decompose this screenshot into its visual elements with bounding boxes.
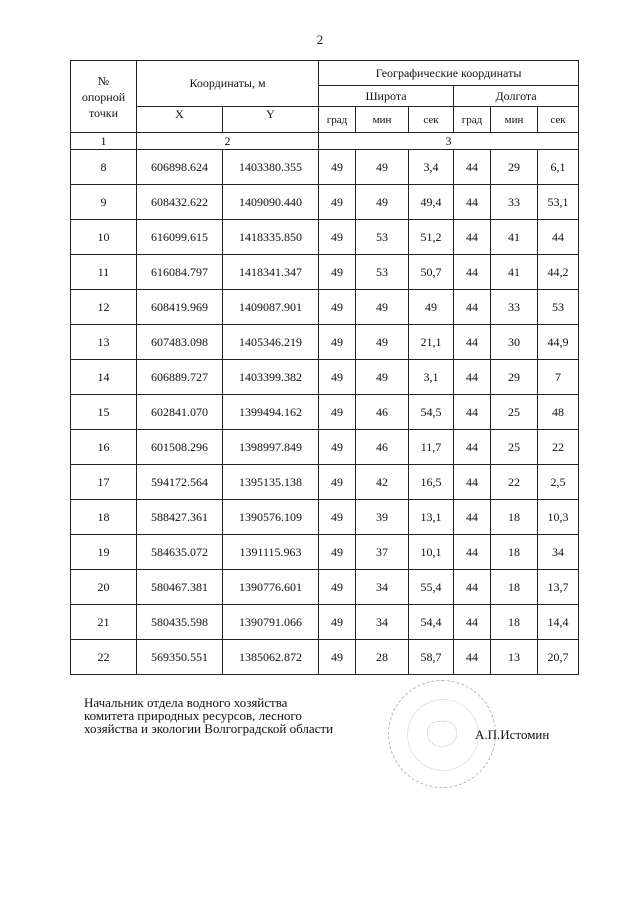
table-cell: 44 <box>454 535 491 570</box>
header-lat-deg: град <box>319 107 356 133</box>
table-cell: 55,4 <box>409 570 454 605</box>
table-cell: 10,1 <box>409 535 454 570</box>
table-cell: 44 <box>538 220 579 255</box>
table-cell: 44 <box>454 360 491 395</box>
table-cell: 49 <box>356 185 409 220</box>
page-number: 2 <box>316 32 324 47</box>
table-cell: 14,4 <box>538 605 579 640</box>
signature-line: хозяйства и экологии Волгоградской области <box>84 721 334 736</box>
table-row <box>71 150 579 185</box>
table-cell: 41 <box>491 255 538 290</box>
table-cell: 49 <box>319 325 356 360</box>
table-cell: 44 <box>454 325 491 360</box>
table-cell: 18 <box>491 535 538 570</box>
table-cell: 49 <box>319 150 356 185</box>
table-cell: 37 <box>356 535 409 570</box>
table-cell: 13 <box>71 325 137 360</box>
table-cell: 11 <box>71 255 137 290</box>
table-cell: 9 <box>71 185 137 220</box>
table-cell: 17 <box>71 465 137 500</box>
table-cell: 594172.564 <box>137 465 223 500</box>
table-cell: 25 <box>491 430 538 465</box>
table-cell: 49,4 <box>409 185 454 220</box>
table-cell: 3,1 <box>409 360 454 395</box>
table-cell: 44,9 <box>538 325 579 360</box>
table-cell: 608419.969 <box>137 290 223 325</box>
table-cell: 44 <box>454 185 491 220</box>
table-cell: 53,1 <box>538 185 579 220</box>
table-cell: 10 <box>71 220 137 255</box>
table-cell: 49 <box>319 500 356 535</box>
table-cell: 1409087.901 <box>223 290 319 325</box>
table-cell: 30 <box>491 325 538 360</box>
table-cell: 1391115.963 <box>223 535 319 570</box>
table-cell: 44 <box>454 220 491 255</box>
header-latitude: Широта <box>319 86 454 107</box>
coordinates-table <box>70 60 579 675</box>
table-cell: 49 <box>356 290 409 325</box>
table-cell: 41 <box>491 220 538 255</box>
table-cell: 34 <box>538 535 579 570</box>
table-cell: 16 <box>71 430 137 465</box>
table-cell: 580467.381 <box>137 570 223 605</box>
table-row <box>71 255 579 290</box>
table-row <box>71 395 579 430</box>
table-cell: 608432.622 <box>137 185 223 220</box>
table-cell: 21 <box>71 605 137 640</box>
table-cell: 54,4 <box>409 605 454 640</box>
header-coordinates: Координаты, м <box>137 61 319 107</box>
table-row <box>71 360 579 395</box>
table-cell: 42 <box>356 465 409 500</box>
table-cell: 33 <box>491 185 538 220</box>
header-lat-min: мин <box>356 107 409 133</box>
table-cell: 49 <box>356 325 409 360</box>
table-cell: 20 <box>71 570 137 605</box>
header-lon-deg: град <box>454 107 491 133</box>
table-cell: 49 <box>356 360 409 395</box>
table-cell: 18 <box>491 605 538 640</box>
table-cell: 22 <box>491 465 538 500</box>
table-row <box>71 640 579 675</box>
table-cell: 16,5 <box>409 465 454 500</box>
table-cell: 49 <box>319 535 356 570</box>
table-cell: 2,5 <box>538 465 579 500</box>
table-cell: 53 <box>356 220 409 255</box>
table-row <box>71 220 579 255</box>
table-cell: 49 <box>319 465 356 500</box>
header-geographic: Географические координаты <box>319 61 579 86</box>
table-cell: 1390791.066 <box>223 605 319 640</box>
table-cell: 29 <box>491 360 538 395</box>
table-cell: 602841.070 <box>137 395 223 430</box>
table-cell: 1418341.347 <box>223 255 319 290</box>
signature-line: Начальник отдела водного хозяйства <box>84 695 288 710</box>
header-lon-sec: сек <box>538 107 579 133</box>
table-cell: 616099.615 <box>137 220 223 255</box>
table-cell: 22 <box>71 640 137 675</box>
table-cell: 588427.361 <box>137 500 223 535</box>
table-cell: 11,7 <box>409 430 454 465</box>
table-cell: 3,4 <box>409 150 454 185</box>
table-cell: 44,2 <box>538 255 579 290</box>
signature-block <box>84 696 333 735</box>
table-cell: 49 <box>319 290 356 325</box>
table-cell: 49 <box>319 605 356 640</box>
table-cell: 10,3 <box>538 500 579 535</box>
index-cell: 1 <box>71 133 137 150</box>
table-cell: 1403399.382 <box>223 360 319 395</box>
signer-name: А.П.Истомин <box>475 727 550 742</box>
table-cell: 44 <box>454 465 491 500</box>
table-cell: 607483.098 <box>137 325 223 360</box>
table-cell: 616084.797 <box>137 255 223 290</box>
table-cell: 54,5 <box>409 395 454 430</box>
table-cell: 1405346.219 <box>223 325 319 360</box>
table-cell: 46 <box>356 395 409 430</box>
header-longitude: Долгота <box>454 86 579 107</box>
table-cell: 1390576.109 <box>223 500 319 535</box>
table-row <box>71 185 579 220</box>
table-row <box>71 570 579 605</box>
table-cell: 49 <box>319 220 356 255</box>
table-cell: 1390776.601 <box>223 570 319 605</box>
index-cell: 3 <box>319 133 579 150</box>
header-lat-sec: сек <box>409 107 454 133</box>
table-row <box>71 605 579 640</box>
table-cell: 49 <box>319 570 356 605</box>
header-point-number: № опорной точки <box>71 61 137 133</box>
table-cell: 25 <box>491 395 538 430</box>
table-cell: 601508.296 <box>137 430 223 465</box>
table-cell: 1395135.138 <box>223 465 319 500</box>
table-cell: 13,7 <box>538 570 579 605</box>
table-row <box>71 500 579 535</box>
table-cell: 1398997.849 <box>223 430 319 465</box>
table-cell: 1409090.440 <box>223 185 319 220</box>
table-cell: 20,7 <box>538 640 579 675</box>
table-cell: 33 <box>491 290 538 325</box>
table-cell: 50,7 <box>409 255 454 290</box>
table-cell: 21,1 <box>409 325 454 360</box>
table-cell: 53 <box>538 290 579 325</box>
table-body <box>71 150 579 675</box>
signature-line: комитета природных ресурсов, лесного <box>84 708 302 723</box>
table-cell: 58,7 <box>409 640 454 675</box>
table-cell: 18 <box>71 500 137 535</box>
table-row <box>71 535 579 570</box>
table-cell: 18 <box>491 500 538 535</box>
table-cell: 606889.727 <box>137 360 223 395</box>
table-cell: 44 <box>454 640 491 675</box>
table-cell: 12 <box>71 290 137 325</box>
table-cell: 18 <box>491 570 538 605</box>
table-cell: 44 <box>454 255 491 290</box>
header-y: Y <box>223 107 319 133</box>
table-cell: 19 <box>71 535 137 570</box>
header-x: X <box>137 107 223 133</box>
table-cell: 48 <box>538 395 579 430</box>
table-cell: 13 <box>491 640 538 675</box>
table-cell: 8 <box>71 150 137 185</box>
table-cell: 15 <box>71 395 137 430</box>
table-cell: 580435.598 <box>137 605 223 640</box>
table-row <box>71 290 579 325</box>
table-cell: 14 <box>71 360 137 395</box>
table-cell: 49 <box>356 150 409 185</box>
table-cell: 6,1 <box>538 150 579 185</box>
table-cell: 49 <box>319 255 356 290</box>
table-cell: 44 <box>454 570 491 605</box>
table-cell: 44 <box>454 430 491 465</box>
table-cell: 1385062.872 <box>223 640 319 675</box>
table-cell: 49 <box>409 290 454 325</box>
table-cell: 44 <box>454 500 491 535</box>
table-cell: 13,1 <box>409 500 454 535</box>
stamp-emblem <box>427 721 457 747</box>
table-cell: 49 <box>319 640 356 675</box>
table-cell: 7 <box>538 360 579 395</box>
header-lon-min: мин <box>491 107 538 133</box>
table-cell: 584635.072 <box>137 535 223 570</box>
table-cell: 22 <box>538 430 579 465</box>
table-cell: 49 <box>319 360 356 395</box>
index-cell: 2 <box>137 133 319 150</box>
table-cell: 44 <box>454 290 491 325</box>
table-cell: 39 <box>356 500 409 535</box>
table-row <box>71 325 579 360</box>
table-cell: 28 <box>356 640 409 675</box>
table-cell: 29 <box>491 150 538 185</box>
table-cell: 44 <box>454 395 491 430</box>
table-cell: 34 <box>356 605 409 640</box>
table-cell: 1399494.162 <box>223 395 319 430</box>
table-cell: 569350.551 <box>137 640 223 675</box>
table-cell: 34 <box>356 570 409 605</box>
table-cell: 49 <box>319 395 356 430</box>
table-row <box>71 465 579 500</box>
table-row <box>71 430 579 465</box>
table-cell: 44 <box>454 605 491 640</box>
table-cell: 44 <box>454 150 491 185</box>
table-cell: 49 <box>319 185 356 220</box>
table-cell: 606898.624 <box>137 150 223 185</box>
table-cell: 51,2 <box>409 220 454 255</box>
table-cell: 49 <box>319 430 356 465</box>
table-cell: 53 <box>356 255 409 290</box>
table-cell: 1403380.355 <box>223 150 319 185</box>
table-cell: 1418335.850 <box>223 220 319 255</box>
table-cell: 46 <box>356 430 409 465</box>
